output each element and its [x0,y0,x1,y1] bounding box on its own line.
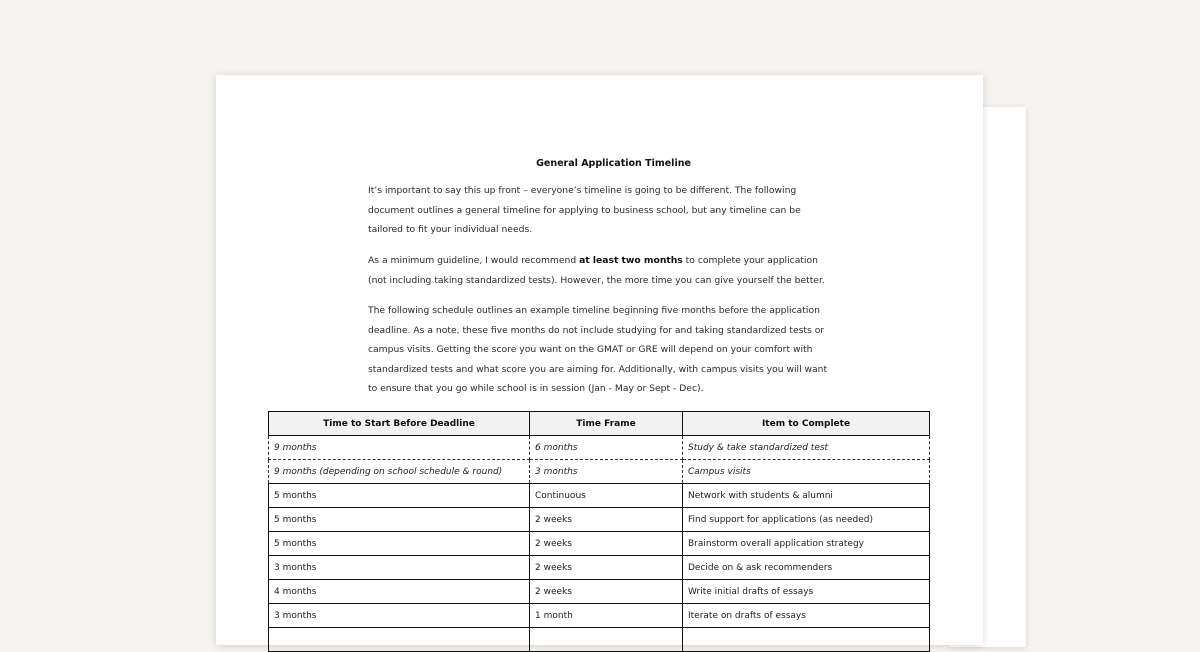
timeline-table [268,411,930,652]
cell-start: 5 months [269,508,530,532]
table-row [269,580,930,604]
cell-frame: 2 weeks [530,508,683,532]
guideline-text-end: to complete your application (not including taking standardized tests). However, the more time you can give yourself the better. [368,255,825,286]
cell-start: 5 months [269,532,530,556]
cell-start: 9 months [269,436,530,460]
table-row [269,532,930,556]
table-row [269,556,930,580]
cell-start [269,628,530,652]
cell-item: Campus visits [683,460,930,484]
cell-item: Decide on & ask recommenders [683,556,930,580]
guideline-emphasis: at least two months [579,255,683,266]
cell-frame: 2 weeks [530,580,683,604]
table-header-row [269,412,930,436]
guideline-text-start: As a minimum guideline, I would recommend [368,255,580,266]
intro-paragraph: It’s important to say this up front – everyone’s timeline is going to be different. The following document outlines a general timeline for applying to business school, but any timeline can be tailored to fit your individual needs. [368,185,801,236]
cell-start: 4 months [269,580,530,604]
table-row [269,460,930,484]
cell-item: Iterate on drafts of essays [683,604,930,628]
cell-frame: Continuous [530,484,683,508]
cell-item: Write initial drafts of essays [683,580,930,604]
cell-frame [530,628,683,652]
cell-item: Find support for applications (as needed) [683,508,930,532]
schedule-paragraph: The following schedule outlines an example timeline beginning five months before the application deadline. As a note, these five months do not include studying for and taking standardized tests or campus visits. Getting the score you want on the GMAT or GRE will depend on your comfort with standardized tests and what score you are aiming for. Additionally, with campus visits you will want to ensure that you go while school is in session (Jan - May or Sept - Dec). [368,305,828,395]
cell-start: 9 months (depending on school schedule & round) [269,460,530,484]
table-row [269,628,930,652]
cell-start: 5 months [269,484,530,508]
guideline-paragraph [368,251,838,290]
cell-frame: 6 months [530,436,683,460]
header-time-frame: Time Frame [530,412,683,436]
document-page [216,75,983,645]
table-row [269,484,930,508]
cell-frame: 3 months [530,460,683,484]
table-row [269,604,930,628]
table-row [269,436,930,460]
cell-start: 3 months [269,556,530,580]
cell-item [683,628,930,652]
cell-frame: 2 weeks [530,556,683,580]
cell-start: 3 months [269,604,530,628]
cell-frame: 1 month [530,604,683,628]
cell-item: Network with students & alumni [683,484,930,508]
cell-item: Study & take standardized test [683,436,930,460]
header-start-before-deadline: Time to Start Before Deadline [269,412,530,436]
table-row [269,508,930,532]
cell-frame: 2 weeks [530,532,683,556]
cell-item: Brainstorm overall application strategy [683,532,930,556]
document-title: General Application Timeline [536,158,691,169]
header-item-to-complete: Item to Complete [683,412,930,436]
